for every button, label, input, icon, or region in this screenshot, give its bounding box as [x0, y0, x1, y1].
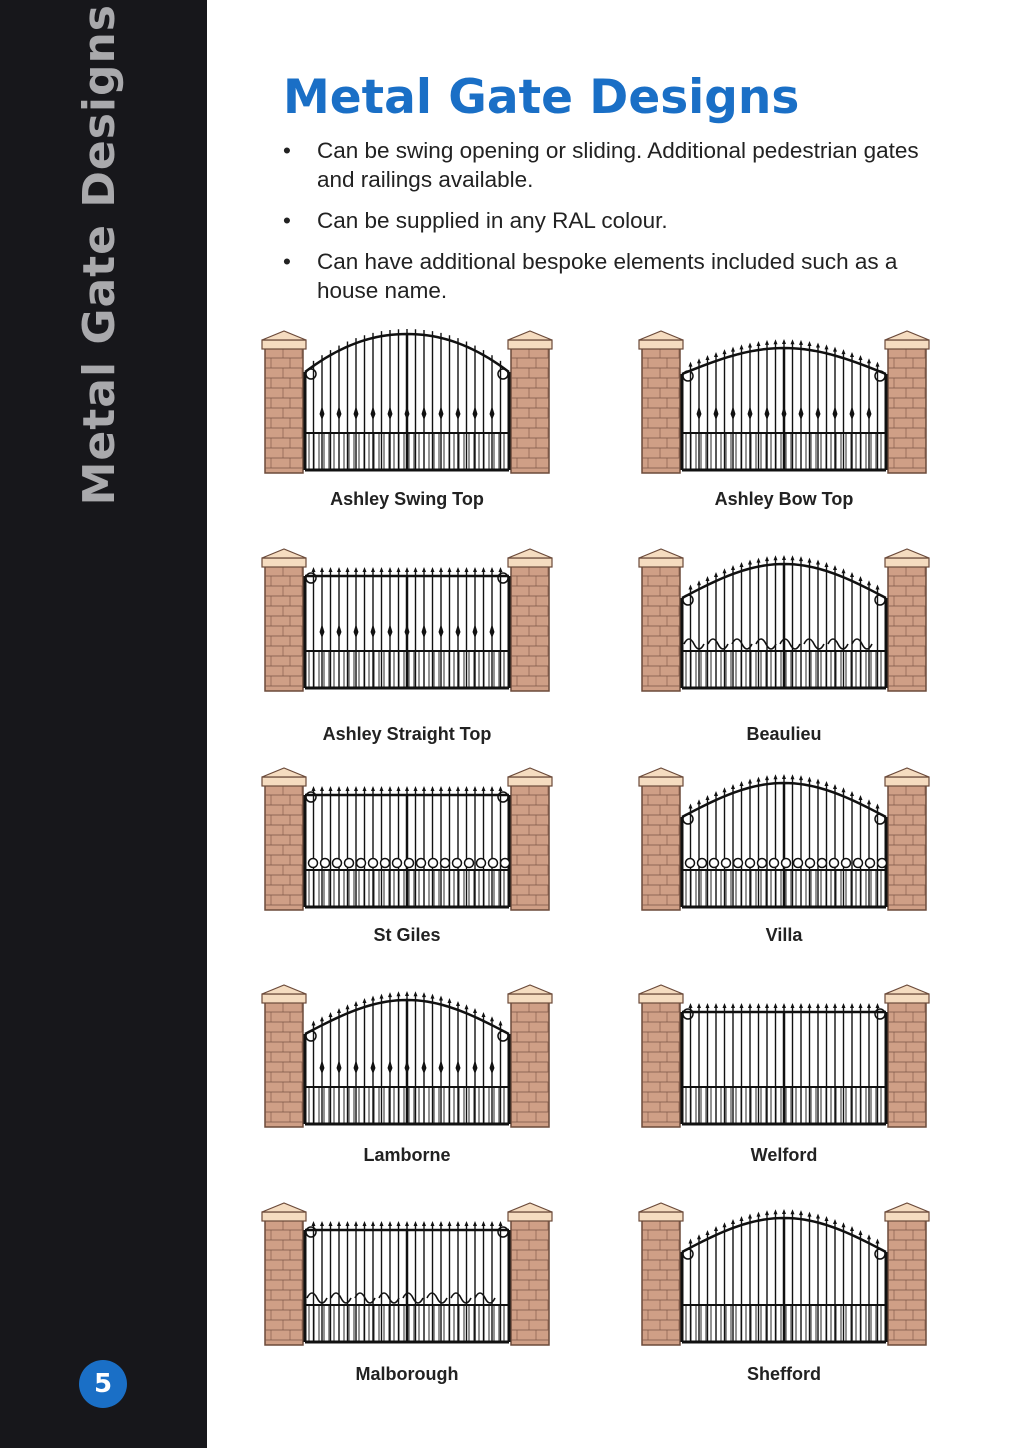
- gate-caption: Ashley Bow Top: [714, 489, 854, 509]
- brick-pier: [885, 331, 929, 473]
- gate-caption: Villa: [765, 925, 803, 945]
- brick-pier: [639, 985, 683, 1127]
- gate-ironwork: [305, 329, 509, 470]
- brick-pier: [885, 985, 929, 1127]
- gate-caption: Shefford: [747, 1364, 821, 1384]
- gate-ironwork: [305, 1221, 509, 1342]
- brick-pier: [885, 549, 929, 691]
- feature-list-item: • Can be swing opening or sliding. Additional pedestrian gates and railings available.: [283, 136, 923, 194]
- page-title: Metal Gate Designs: [283, 70, 800, 125]
- gate-illustration: [227, 328, 587, 478]
- gate-ironwork: [305, 567, 509, 688]
- brick-pier: [262, 549, 306, 691]
- gate-caption: Ashley Swing Top: [330, 489, 484, 509]
- brick-pier: [639, 549, 683, 691]
- gate-caption: Lamborne: [363, 1145, 451, 1165]
- gate-illustration: [604, 328, 964, 478]
- gate-illustration: [227, 546, 587, 696]
- brick-pier: [885, 1203, 929, 1345]
- gate-caption: Ashley Straight Top: [322, 724, 492, 744]
- sidebar-vertical-title: Metal Gate Designs: [74, 4, 125, 506]
- brick-pier: [262, 985, 306, 1127]
- gate-ironwork: [682, 339, 886, 470]
- gate-caption: St Giles: [373, 925, 441, 945]
- feature-list-item: • Can be supplied in any RAL colour.: [283, 206, 923, 235]
- sidebar: [0, 0, 207, 1448]
- gate-illustration: [227, 982, 587, 1132]
- brick-pier: [508, 331, 552, 473]
- brick-pier: [508, 1203, 552, 1345]
- gate-illustration: [227, 1200, 587, 1350]
- gate-ironwork: [682, 774, 887, 907]
- brick-pier: [508, 768, 552, 910]
- gate-caption: Malborough: [355, 1364, 459, 1384]
- brick-pier: [639, 1203, 683, 1345]
- gate-ironwork: [305, 991, 509, 1124]
- gate-illustration: [604, 982, 964, 1132]
- feature-list-item: • Can have additional bespoke elements included such as a house name.: [283, 247, 923, 305]
- gate-caption: Welford: [750, 1145, 818, 1165]
- brick-pier: [639, 768, 683, 910]
- gate-ironwork: [682, 1003, 886, 1124]
- brick-pier: [508, 985, 552, 1127]
- gate-illustration: [604, 765, 964, 915]
- gate-ironwork: [682, 555, 886, 688]
- brick-pier: [262, 768, 306, 910]
- brick-pier: [262, 331, 306, 473]
- gate-ironwork: [305, 786, 510, 907]
- gate-illustration: [604, 546, 964, 696]
- brick-pier: [885, 768, 929, 910]
- feature-list: [283, 136, 923, 317]
- brick-pier: [639, 331, 683, 473]
- brick-pier: [508, 549, 552, 691]
- gate-ironwork: [682, 1209, 886, 1342]
- gate-caption: Beaulieu: [746, 724, 822, 744]
- page-number-badge: 5: [79, 1360, 127, 1408]
- brick-pier: [262, 1203, 306, 1345]
- gate-illustration: [604, 1200, 964, 1350]
- gate-illustration: [227, 765, 587, 915]
